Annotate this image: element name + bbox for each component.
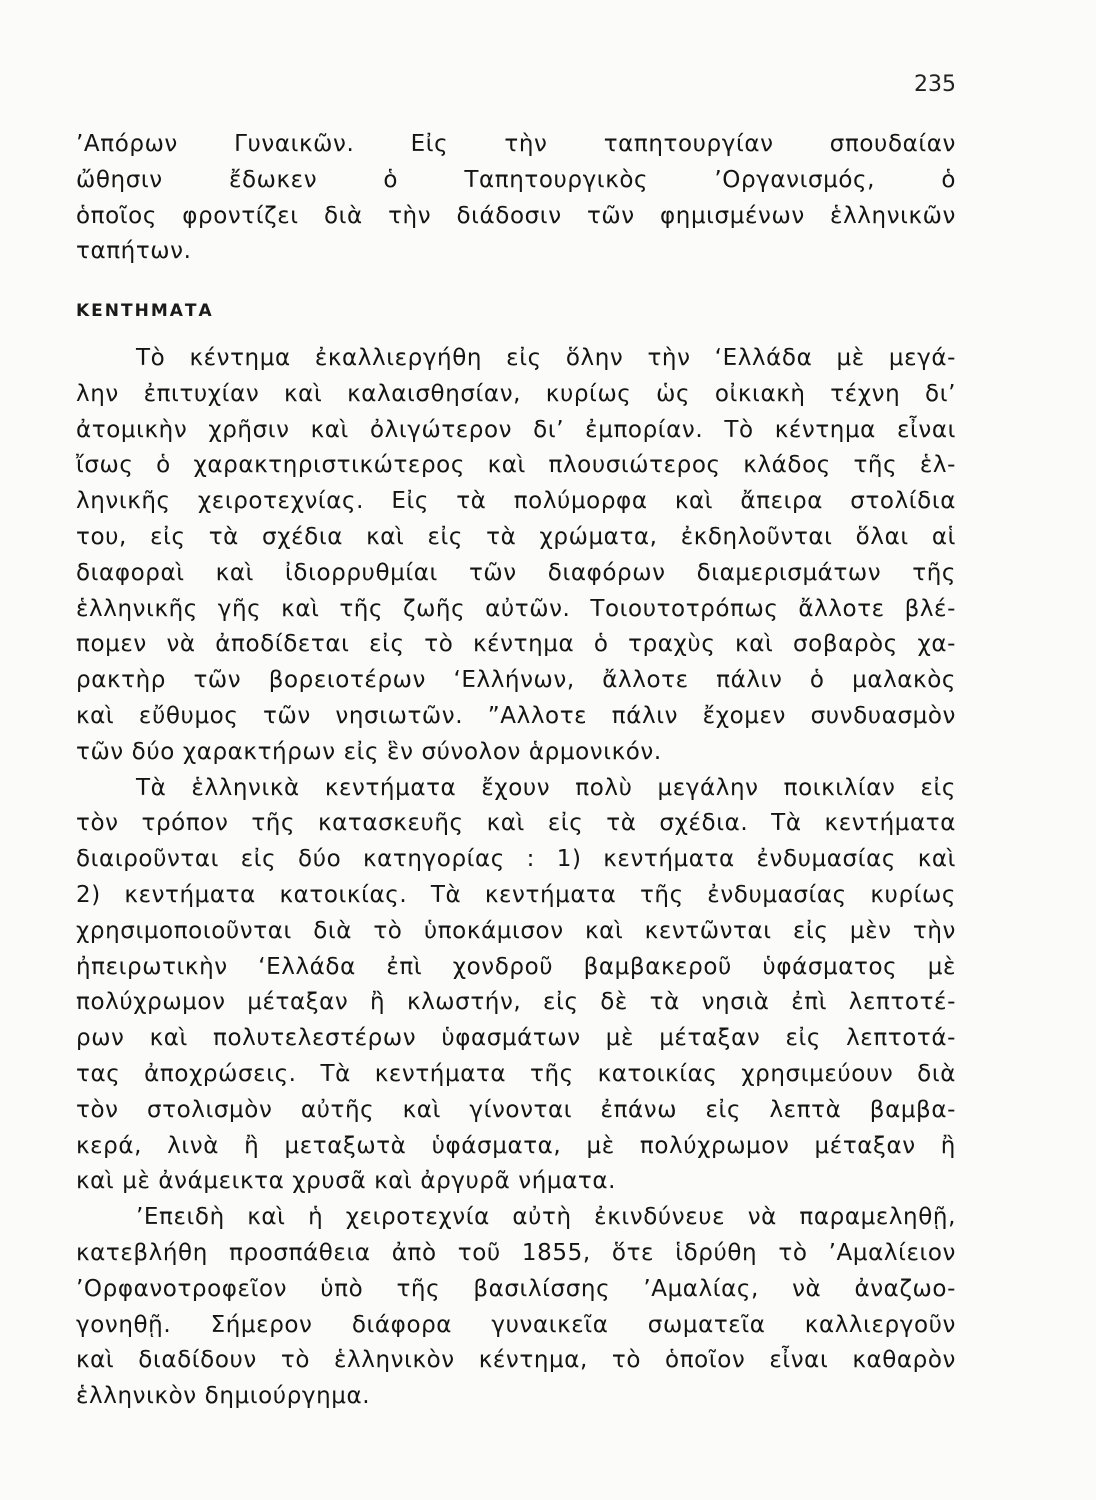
text-line: ρων καὶ πολυτελεστέρων ὑφασμάτων μὲ μέταξαν εἰς λεπτοτά- <box>76 1025 956 1052</box>
text-line: τας ἀποχρώσεις. Τὰ κεντήματα τῆς κατοικίας χρησιμεύουν διὰ <box>76 1060 956 1087</box>
text-line: 2) κεντήματα κατοικίας. Τὰ κεντήματα τῆς ἐνδυμασίας κυρίως <box>76 881 956 908</box>
text-line: πολύχρωμον μέταξαν ἢ κλωστήν, εἰς δὲ τὰ νησιὰ ἐπὶ λεπτοτέ- <box>76 989 956 1016</box>
text-line: Τὸ κέντημα ἐκαλλιεργήθη εἰς ὅλην τὴν ‘Ελλάδα μὲ μεγά- <box>136 345 956 371</box>
page-number: 235 <box>914 72 956 97</box>
text-line: κατεβλήθη προσπάθεια ἀπὸ τοῦ 1855, ὅτε ἱδρύθη τὸ ’Αμαλίειον <box>76 1239 956 1266</box>
text-line: ταπήτων. <box>76 238 192 265</box>
text-line: ἑλληνικῆς γῆς καὶ τῆς ζωῆς αὐτῶν. Τοιουτοτρόπως ἄλλοτε βλέ- <box>76 595 956 622</box>
text-line: ’Ορφανοτροφεῖον ὑπὸ τῆς βασιλίσσης ’Αμαλίας, νὰ ἀναζωο- <box>76 1275 956 1302</box>
text-line: χρησιμοποιοῦνται διὰ τὸ ὑποκάμισον καὶ κεντῶνται εἰς μὲν τὴν <box>76 917 956 944</box>
text-line: γονηθῇ. Σήμερον διάφορα γυναικεῖα σωματεῖα καλλιεργοῦν <box>76 1311 956 1338</box>
text-line: ληνικῆς χειροτεχνίας. Εἰς τὰ πολύμορφα καὶ ἄπειρα στολίδια <box>76 488 956 515</box>
text-line: Τὰ ἑλληνικὰ κεντήματα ἔχουν πολὺ μεγάλην ποικιλίαν εἰς <box>136 774 956 801</box>
text-line: ὁποῖος φροντίζει διὰ τὴν διάδοσιν τῶν φημισμένων ἑλληνικῶν <box>76 202 956 229</box>
text-line: ἀτομικὴν χρῆσιν καὶ ὀλιγώτερον δι’ ἐμπορίαν. Τὸ κέντημα εἶναι <box>76 416 956 443</box>
text-line: τῶν δύο χαρακτήρων εἰς ἓν σύνολον ἁρμονικόν. <box>76 738 662 765</box>
text-line: καὶ μὲ ἀνάμεικτα χρυσᾶ καὶ ἀργυρᾶ νήματα. <box>76 1168 617 1195</box>
text-line: πομεν νὰ ἀποδίδεται εἰς τὸ κέντημα ὁ τραχὺς καὶ σοβαρὸς χα- <box>76 631 956 658</box>
text-line: λην ἐπιτυχίαν καὶ καλαισθησίαν, κυρίως ὡς οἰκιακὴ τέχνη δι’ <box>76 380 956 407</box>
text-line: ἠπειρωτικὴν ‘Ελλάδα ἐπὶ χονδροῦ βαμβακεροῦ ὑφάσματος μὲ <box>76 953 956 980</box>
text-line: τὸν τρόπον τῆς κατασκευῆς καὶ εἰς τὰ σχέδια. Τὰ κεντήματα <box>76 810 956 837</box>
intro-paragraph <box>76 127 956 270</box>
text-line: ἑλληνικὸν δημιούργημα. <box>76 1383 371 1410</box>
main-text <box>76 341 956 1415</box>
text-line: καὶ διαδίδουν τὸ ἑλληνικὸν κέντημα, τὸ ὁποῖον εἶναι καθαρὸν <box>76 1347 956 1374</box>
text-line: του, εἰς τὰ σχέδια καὶ εἰς τὰ χρώματα, ἐκδηλοῦνται ὅλαι αἱ <box>76 523 956 550</box>
text-line: ἴσως ὁ χαρακτηριστικώτερος καὶ πλουσιώτερος κλάδος τῆς ἑλ- <box>76 452 956 479</box>
text-line: τὸν στολισμὸν αὐτῆς καὶ γίνονται ἐπάνω εἰς λεπτὰ βαμβα- <box>76 1096 956 1123</box>
text-line: διαιροῦνται εἰς δύο κατηγορίας : 1) κεντήματα ἐνδυμασίας καὶ <box>76 846 956 873</box>
text-line: κερά, λινὰ ἢ μεταξωτὰ ὑφάσματα, μὲ πολύχρωμον μέταξαν ἢ <box>76 1132 956 1159</box>
text-line: καὶ εὔθυμος τῶν νησιωτῶν. ”Αλλοτε πάλιν ἔχομεν συνδυασμὸν <box>76 702 956 729</box>
text-line: ὤθησιν ἔδωκεν ὁ Ταπητουργικὸς ’Οργανισμός, ὁ <box>76 166 956 193</box>
text-line: ’Απόρων Γυναικῶν. Εἰς τὴν ταπητουργίαν σπουδαίαν <box>76 131 956 157</box>
section-heading: ΚΕΝΤΗΜΑΤΑ <box>76 301 214 321</box>
text-line: ’Επειδὴ καὶ ἡ χειροτεχνία αὐτὴ ἐκινδύνευε νὰ παραμεληθῇ, <box>136 1204 956 1231</box>
text-line: διαφοραὶ καὶ ἰδιορρυθμίαι τῶν διαφόρων διαμερισμάτων τῆς <box>76 559 956 586</box>
text-line: ρακτὴρ τῶν βορειοτέρων ‘Ελλήνων, ἄλλοτε πάλιν ὁ μαλακὸς <box>76 667 956 694</box>
